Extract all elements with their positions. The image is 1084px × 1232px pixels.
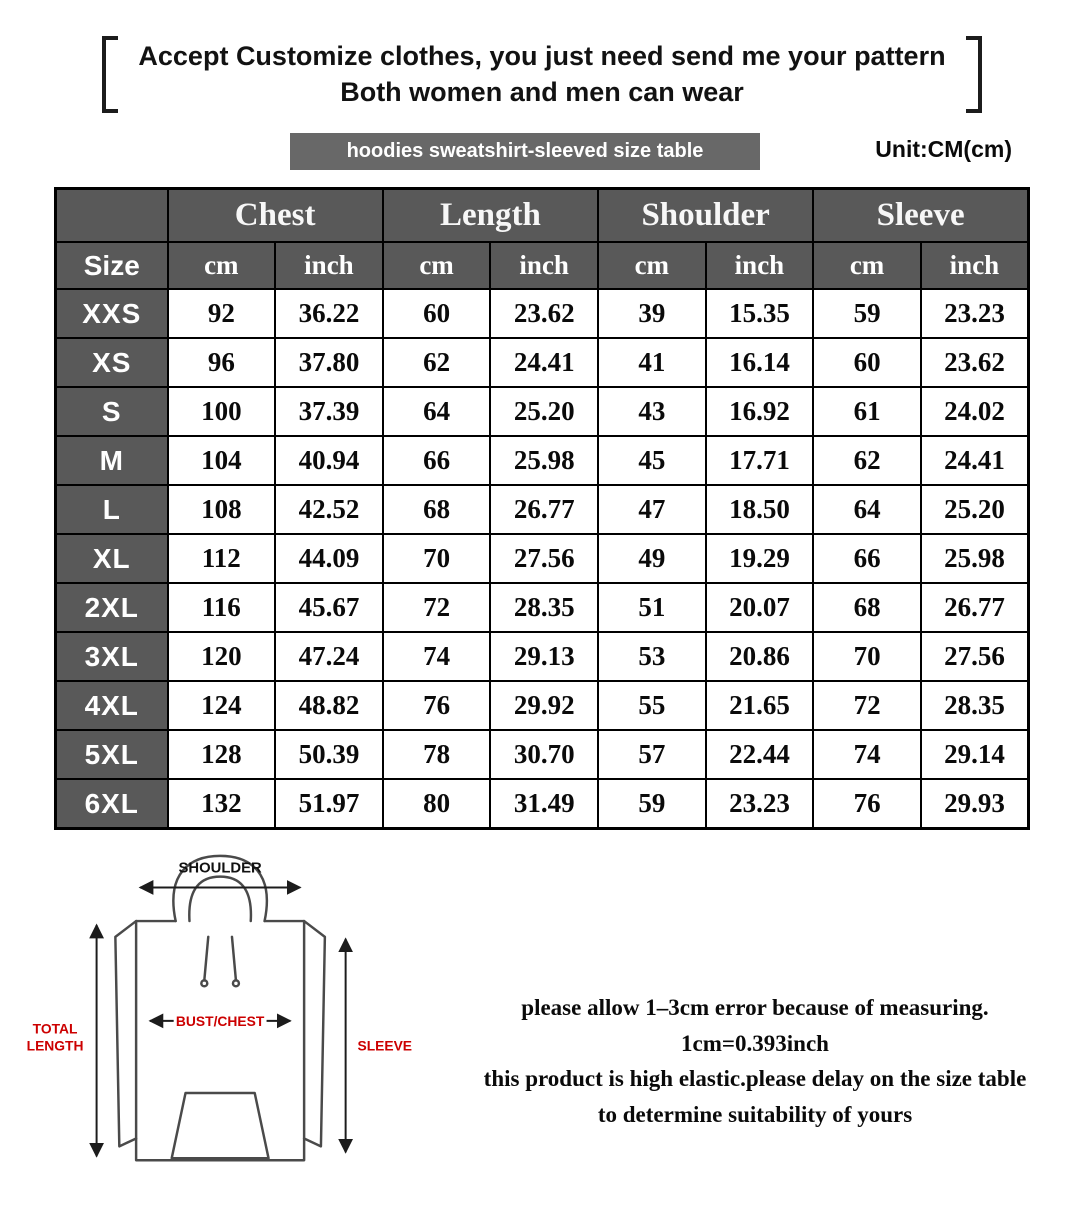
value-cell: 20.86	[706, 632, 814, 681]
value-cell: 24.41	[490, 338, 598, 387]
value-cell: 37.39	[275, 387, 383, 436]
hood-opening-icon	[189, 876, 251, 920]
size-label-cell: 2XL	[56, 583, 168, 632]
value-cell: 50.39	[275, 730, 383, 779]
unit-header-cell: cm	[383, 242, 491, 289]
value-cell: 26.77	[921, 583, 1029, 632]
value-cell: 64	[383, 387, 491, 436]
value-cell: 24.02	[921, 387, 1029, 436]
size-label-cell: 6XL	[56, 779, 168, 828]
table-row	[56, 338, 1029, 387]
value-cell: 31.49	[490, 779, 598, 828]
drawstring-left	[204, 937, 208, 980]
value-cell: 27.56	[490, 534, 598, 583]
value-cell: 44.09	[275, 534, 383, 583]
column-group-shoulder: Shoulder	[598, 188, 813, 242]
value-cell: 27.56	[921, 632, 1029, 681]
diagram-box	[14, 842, 454, 1183]
value-cell: 74	[813, 730, 921, 779]
bust-chest-label: BUST/CHEST	[175, 1012, 265, 1029]
value-cell: 23.62	[490, 289, 598, 338]
table-row	[56, 632, 1029, 681]
value-cell: 47	[598, 485, 706, 534]
unit-header-cell: inch	[490, 242, 598, 289]
value-cell: 39	[598, 289, 706, 338]
value-cell: 15.35	[706, 289, 814, 338]
title-line-1: Accept Customize clothes, you just need send me your pattern	[138, 41, 946, 71]
measurement-diagram	[14, 842, 446, 1178]
shoulder-label: SHOULDER	[178, 860, 262, 877]
value-cell: 64	[813, 485, 921, 534]
size-table	[54, 187, 1030, 830]
value-cell: 20.07	[706, 583, 814, 632]
drawstring-right	[232, 937, 236, 980]
value-cell: 45	[598, 436, 706, 485]
right-bracket	[966, 36, 982, 113]
value-cell: 29.93	[921, 779, 1029, 828]
value-cell: 51.97	[275, 779, 383, 828]
size-label-cell: 4XL	[56, 681, 168, 730]
size-label-cell: 3XL	[56, 632, 168, 681]
value-cell: 28.35	[490, 583, 598, 632]
note-line-4: to determine suitability of yours	[597, 1101, 913, 1127]
value-cell: 25.98	[921, 534, 1029, 583]
value-cell: 16.14	[706, 338, 814, 387]
value-cell: 76	[383, 681, 491, 730]
value-cell: 116	[168, 583, 276, 632]
value-cell: 60	[813, 338, 921, 387]
unit-header-cell: inch	[275, 242, 383, 289]
table-row	[56, 534, 1029, 583]
value-cell: 70	[383, 534, 491, 583]
subtitle-row	[0, 133, 1084, 177]
value-cell: 25.20	[921, 485, 1029, 534]
hoodie-outline	[115, 856, 325, 1160]
table-row	[56, 289, 1029, 338]
value-cell: 128	[168, 730, 276, 779]
value-cell: 96	[168, 338, 276, 387]
value-cell: 124	[168, 681, 276, 730]
unit-header-cell: inch	[706, 242, 814, 289]
column-group-length: Length	[383, 188, 598, 242]
value-cell: 59	[598, 779, 706, 828]
note-line-3: this product is high elastic.please delay on the size table	[483, 1066, 1027, 1092]
right-sleeve	[304, 921, 325, 1146]
value-cell: 61	[813, 387, 921, 436]
table-title-bar: hoodies sweatshirt-sleeved size table	[290, 133, 760, 170]
value-cell: 68	[383, 485, 491, 534]
unit-label: Unit:CM(cm)	[875, 135, 1012, 162]
total-length-label-line2: LENGTH	[26, 1037, 84, 1054]
size-label-cell: M	[56, 436, 168, 485]
value-cell: 53	[598, 632, 706, 681]
value-cell: 120	[168, 632, 276, 681]
unit-header-cell: cm	[813, 242, 921, 289]
sleeve-label: SLEEVE	[357, 1037, 413, 1054]
value-cell: 112	[168, 534, 276, 583]
value-cell: 100	[168, 387, 276, 436]
size-label-cell: S	[56, 387, 168, 436]
value-cell: 104	[168, 436, 276, 485]
value-cell: 25.20	[490, 387, 598, 436]
value-cell: 72	[813, 681, 921, 730]
value-cell: 48.82	[275, 681, 383, 730]
unit-header-cell: inch	[921, 242, 1029, 289]
table-row	[56, 436, 1029, 485]
table-row	[56, 485, 1029, 534]
value-cell: 29.92	[490, 681, 598, 730]
value-cell: 66	[813, 534, 921, 583]
value-cell: 37.80	[275, 338, 383, 387]
value-cell: 30.70	[490, 730, 598, 779]
size-label-cell: 5XL	[56, 730, 168, 779]
value-cell: 23.62	[921, 338, 1029, 387]
value-cell: 76	[813, 779, 921, 828]
header-banner	[58, 36, 1026, 113]
value-cell: 47.24	[275, 632, 383, 681]
value-cell: 24.41	[921, 436, 1029, 485]
size-label-cell: XXS	[56, 289, 168, 338]
value-cell: 108	[168, 485, 276, 534]
value-cell: 59	[813, 289, 921, 338]
hoodie-body	[136, 921, 304, 1160]
value-cell: 26.77	[490, 485, 598, 534]
unit-header-cell: cm	[598, 242, 706, 289]
size-label-cell: XL	[56, 534, 168, 583]
value-cell: 66	[383, 436, 491, 485]
notes-block	[454, 990, 1070, 1183]
value-cell: 57	[598, 730, 706, 779]
table-row	[56, 387, 1029, 436]
value-cell: 18.50	[706, 485, 814, 534]
value-cell: 68	[813, 583, 921, 632]
table-subheader-row	[56, 242, 1029, 289]
value-cell: 41	[598, 338, 706, 387]
size-label-cell: XS	[56, 338, 168, 387]
drawstring-tip-right	[233, 980, 239, 986]
value-cell: 19.29	[706, 534, 814, 583]
table-row	[56, 779, 1029, 828]
value-cell: 72	[383, 583, 491, 632]
value-cell: 55	[598, 681, 706, 730]
value-cell: 80	[383, 779, 491, 828]
value-cell: 78	[383, 730, 491, 779]
table-group-header-row	[56, 188, 1029, 242]
value-cell: 22.44	[706, 730, 814, 779]
column-group-sleeve: Sleeve	[813, 188, 1028, 242]
drawstring-tip-left	[201, 980, 207, 986]
value-cell: 74	[383, 632, 491, 681]
value-cell: 16.92	[706, 387, 814, 436]
column-group-chest: Chest	[168, 188, 383, 242]
left-bracket	[102, 36, 118, 113]
value-cell: 42.52	[275, 485, 383, 534]
table-row	[56, 681, 1029, 730]
value-cell: 60	[383, 289, 491, 338]
note-line-2: 1cm=0.393inch	[681, 1030, 829, 1056]
value-cell: 70	[813, 632, 921, 681]
bottom-section	[0, 842, 1084, 1183]
value-cell: 49	[598, 534, 706, 583]
total-length-label-line1: TOTAL	[32, 1020, 78, 1037]
value-cell: 23.23	[706, 779, 814, 828]
value-cell: 40.94	[275, 436, 383, 485]
table-row	[56, 583, 1029, 632]
value-cell: 62	[813, 436, 921, 485]
size-chart-page	[0, 36, 1084, 1232]
value-cell: 23.23	[921, 289, 1029, 338]
value-cell: 21.65	[706, 681, 814, 730]
value-cell: 25.98	[490, 436, 598, 485]
unit-header-cell: cm	[168, 242, 276, 289]
value-cell: 62	[383, 338, 491, 387]
value-cell: 29.13	[490, 632, 598, 681]
page-title	[130, 36, 953, 113]
size-label-cell: L	[56, 485, 168, 534]
value-cell: 43	[598, 387, 706, 436]
value-cell: 28.35	[921, 681, 1029, 730]
title-line-2: Both women and men can wear	[340, 77, 744, 108]
kangaroo-pocket	[172, 1093, 269, 1158]
value-cell: 17.71	[706, 436, 814, 485]
value-cell: 92	[168, 289, 276, 338]
note-line-1: please allow 1–3cm error because of measuring.	[521, 994, 989, 1020]
table-corner-cell	[56, 188, 168, 242]
value-cell: 51	[598, 583, 706, 632]
left-sleeve	[115, 921, 136, 1146]
table-row	[56, 730, 1029, 779]
size-column-header: Size	[56, 242, 168, 289]
value-cell: 36.22	[275, 289, 383, 338]
value-cell: 45.67	[275, 583, 383, 632]
value-cell: 29.14	[921, 730, 1029, 779]
value-cell: 132	[168, 779, 276, 828]
